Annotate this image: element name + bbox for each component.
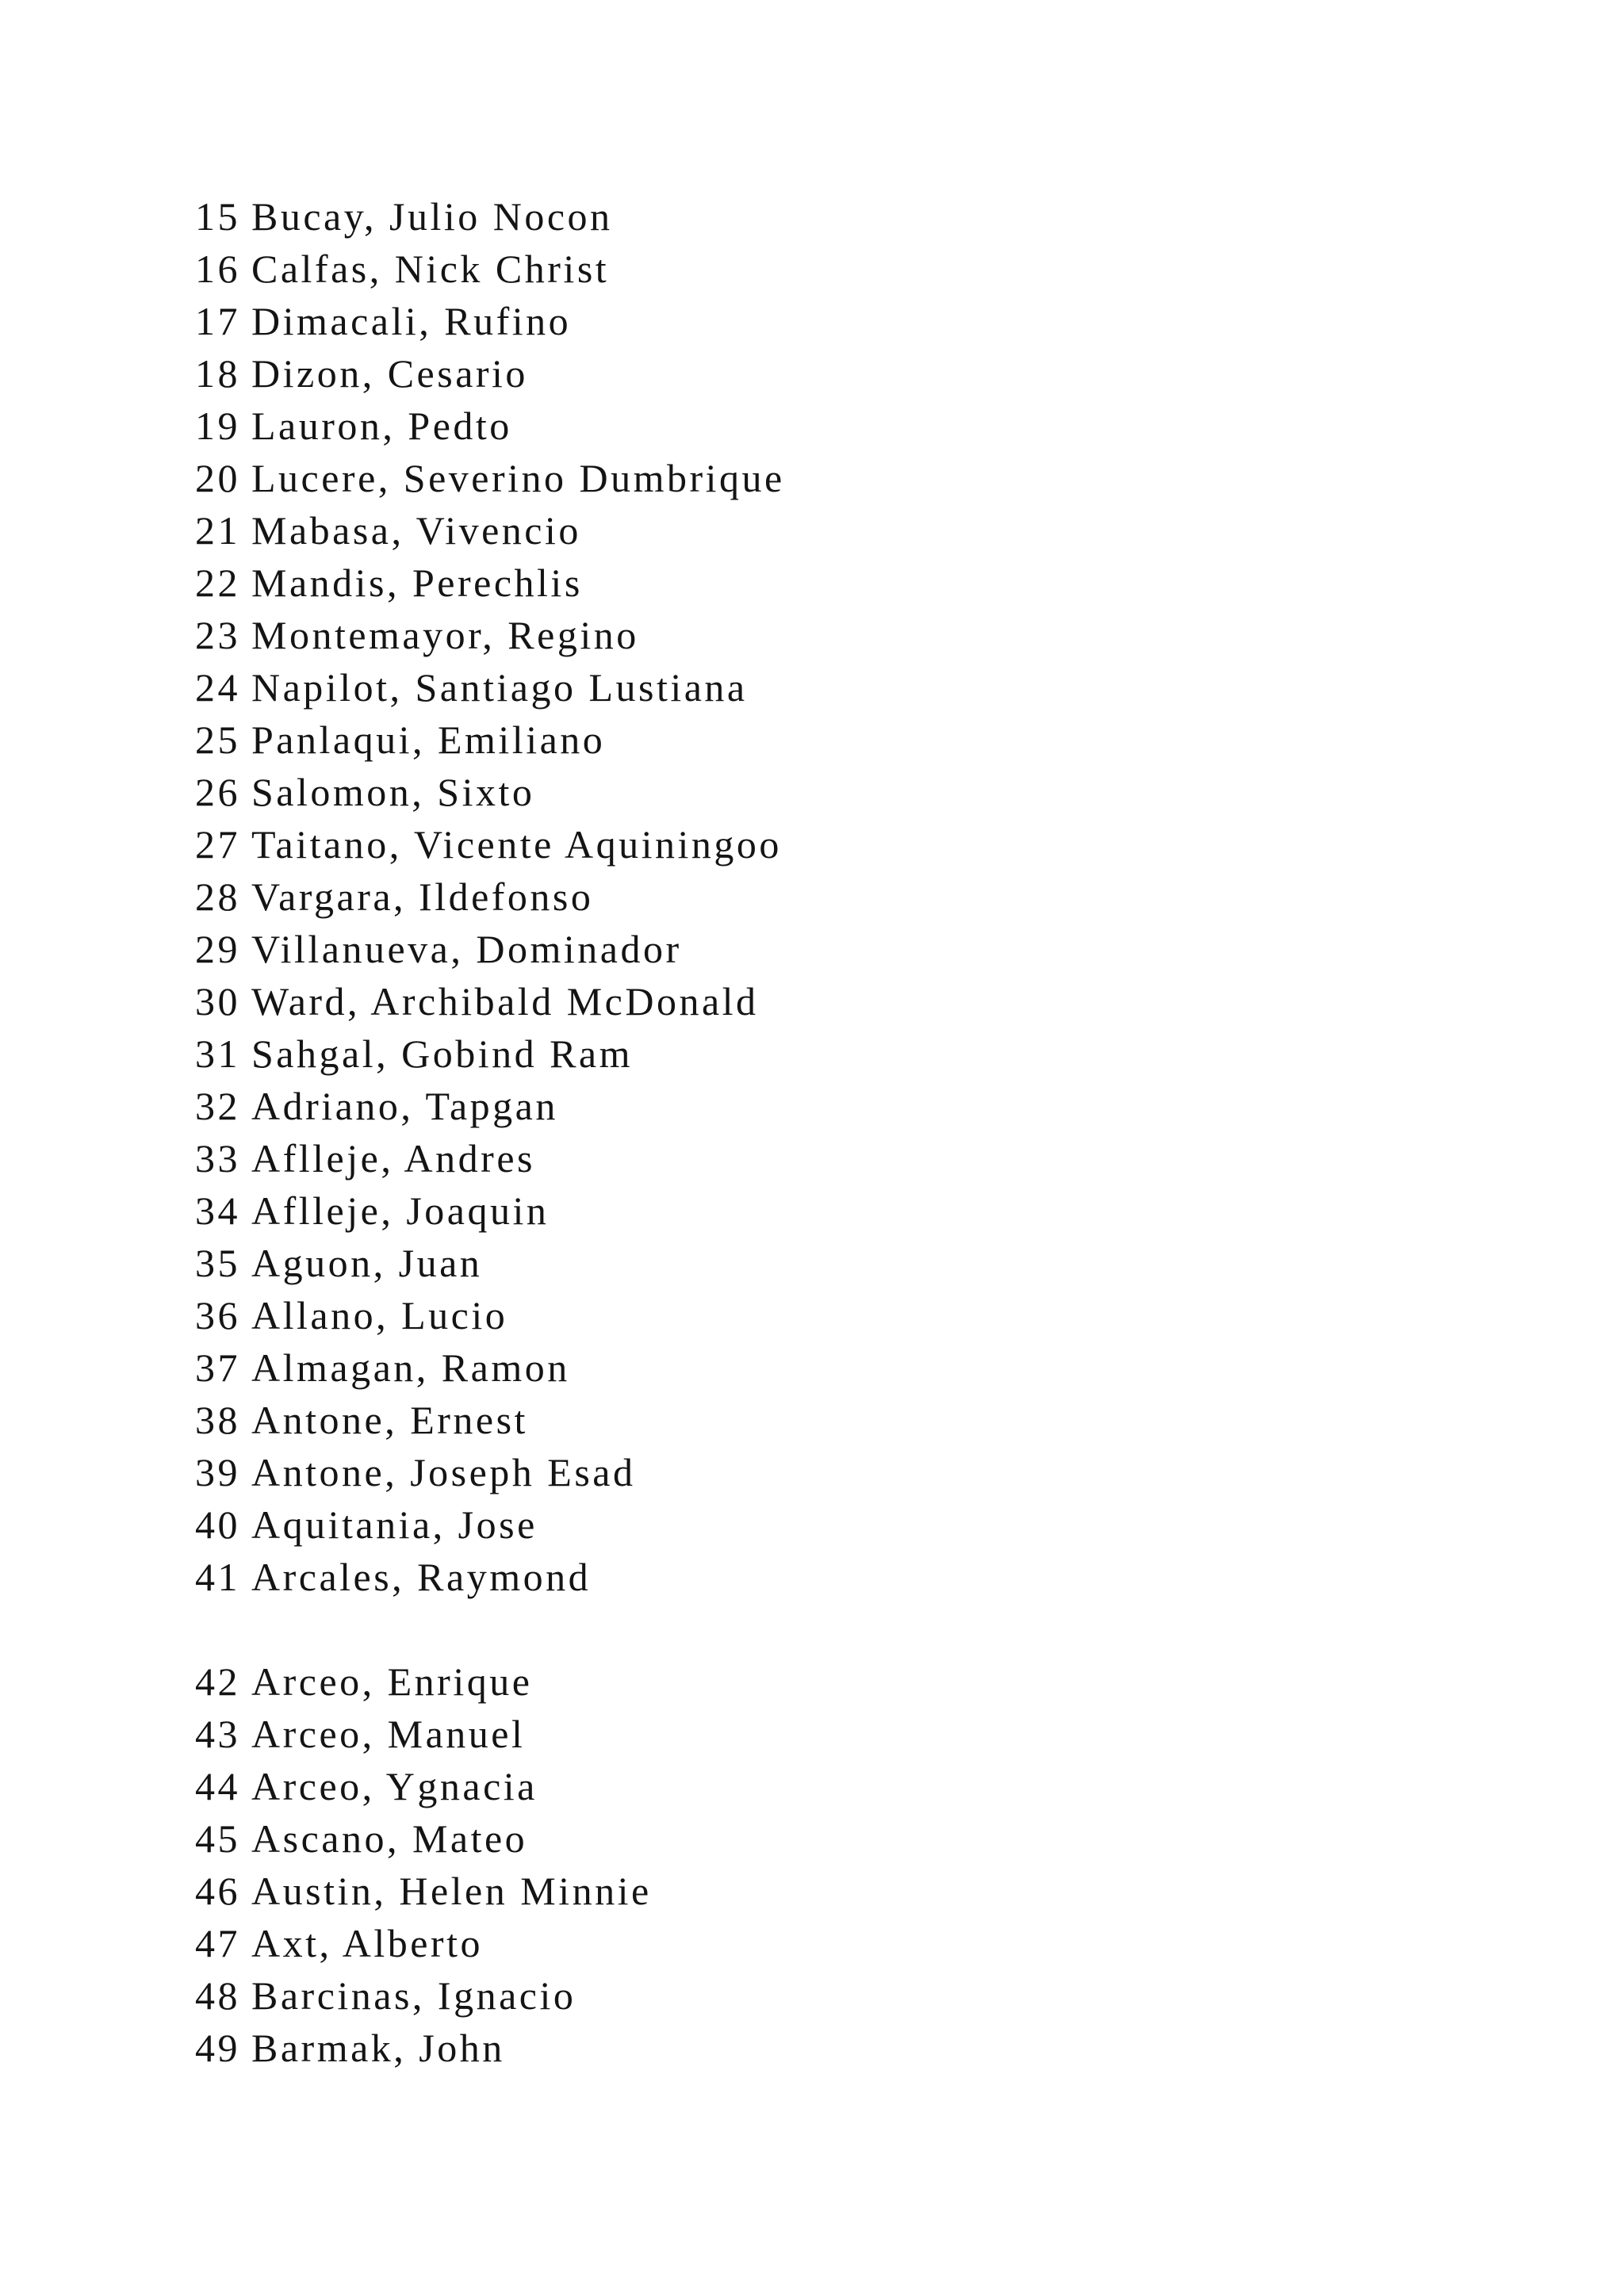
entry-number: 26 [195,770,240,814]
entry-number: 33 [195,1136,240,1181]
entry-number: 21 [195,508,240,553]
entry-number: 23 [195,613,240,657]
list-item [195,766,785,818]
list-item [195,452,785,504]
entry-number: 27 [195,822,240,867]
entry-number: 29 [195,927,240,971]
entry-number: 20 [195,456,240,500]
list-item [195,1498,785,1551]
entry-name: Napilot, Santiago Lustiana [251,665,748,710]
entry-name: Villanueva, Dominador [251,927,682,971]
entry-number: 37 [195,1345,240,1390]
list-item [195,1708,785,1760]
list-item [195,1446,785,1498]
entry-name: Adriano, Tapgan [251,1084,558,1128]
entry-number: 17 [195,299,240,343]
entry-number: 30 [195,979,240,1024]
entry-number: 16 [195,247,240,291]
entry-number: 46 [195,1869,240,1913]
entry-name: Arceo, Enrique [251,1659,533,1704]
list-item [195,871,785,923]
entry-number: 48 [195,1973,240,2018]
list-item [195,923,785,975]
entry-name: Barmak, John [251,2026,505,2070]
entry-name: Lauron, Pedto [251,404,512,448]
entry-number: 35 [195,1241,240,1285]
entry-name: Salomon, Sixto [251,770,535,814]
list-item [195,2022,785,2074]
entry-number: 39 [195,1450,240,1494]
list-item [195,243,785,295]
entry-name: Panlaqui, Emiliano [251,718,606,762]
entry-name: Ward, Archibald McDonald [251,979,759,1024]
list-item [195,1969,785,2022]
section-gap [195,1603,785,1655]
entry-number: 42 [195,1659,240,1704]
list-item [195,1341,785,1394]
list-item [195,1655,785,1708]
list-item [195,1760,785,1812]
list-item [195,1289,785,1341]
entry-name: Axt, Alberto [251,1921,483,1965]
list-item [195,975,785,1027]
list-item [195,1551,785,1603]
list-item [195,609,785,661]
entry-number: 18 [195,351,240,396]
entry-name: Arcales, Raymond [251,1555,592,1599]
entry-name: Barcinas, Ignacio [251,1973,576,2018]
entry-number: 49 [195,2026,240,2070]
list-item [195,1917,785,1969]
entry-name: Allano, Lucio [251,1293,508,1337]
entry-name: Sahgal, Gobind Ram [251,1031,634,1076]
entry-name: Mandis, Perechlis [251,561,583,605]
list-item [195,504,785,557]
list-item [195,557,785,609]
entry-number: 34 [195,1188,240,1233]
entry-name: Calfas, Nick Christ [251,247,610,291]
entry-number: 28 [195,874,240,919]
name-list [195,190,785,2074]
entry-number: 25 [195,718,240,762]
entry-number: 45 [195,1816,240,1861]
entry-name: Bucay, Julio Nocon [251,194,613,239]
list-item [195,347,785,400]
entry-name: Taitano, Vicente Aquiningoo [251,822,782,867]
entry-name: Montemayor, Regino [251,613,639,657]
entry-name: Mabasa, Vivencio [251,508,581,553]
entry-name: Arceo, Ygnacia [251,1764,538,1808]
list-item [195,818,785,871]
entry-name: Aflleje, Joaquin [251,1188,550,1233]
entry-name: Ascano, Mateo [251,1816,528,1861]
entry-name: Dizon, Cesario [251,351,528,396]
list-item [195,1132,785,1184]
entry-number: 19 [195,404,240,448]
entry-number: 15 [195,194,240,239]
entry-number: 31 [195,1031,240,1076]
entry-name: Lucere, Severino Dumbrique [251,456,785,500]
entry-number: 41 [195,1555,240,1599]
entry-name: Almagan, Ramon [251,1345,570,1390]
entry-number: 43 [195,1712,240,1756]
list-item [195,1394,785,1446]
entry-number: 44 [195,1764,240,1808]
entry-number: 36 [195,1293,240,1337]
entry-name: Aquitania, Jose [251,1502,538,1547]
entry-number: 32 [195,1084,240,1128]
entry-number: 47 [195,1921,240,1965]
entry-name: Aflleje, Andres [251,1136,535,1181]
entry-number: 24 [195,665,240,710]
entry-number: 40 [195,1502,240,1547]
list-item [195,1865,785,1917]
list-item [195,295,785,347]
list-item [195,1027,785,1080]
entry-name: Aguon, Juan [251,1241,483,1285]
entry-name: Vargara, Ildefonso [251,874,594,919]
entry-number: 22 [195,561,240,605]
entry-number: 38 [195,1398,240,1442]
entry-name: Dimacali, Rufino [251,299,572,343]
entry-name: Antone, Ernest [251,1398,528,1442]
list-item [195,1812,785,1865]
list-item [195,661,785,714]
list-item [195,1184,785,1237]
entry-name: Arceo, Manuel [251,1712,526,1756]
list-item [195,714,785,766]
list-item [195,190,785,243]
list-item [195,1080,785,1132]
list-item [195,400,785,452]
entry-name: Austin, Helen Minnie [251,1869,652,1913]
list-item [195,1237,785,1289]
entry-name: Antone, Joseph Esad [251,1450,636,1494]
